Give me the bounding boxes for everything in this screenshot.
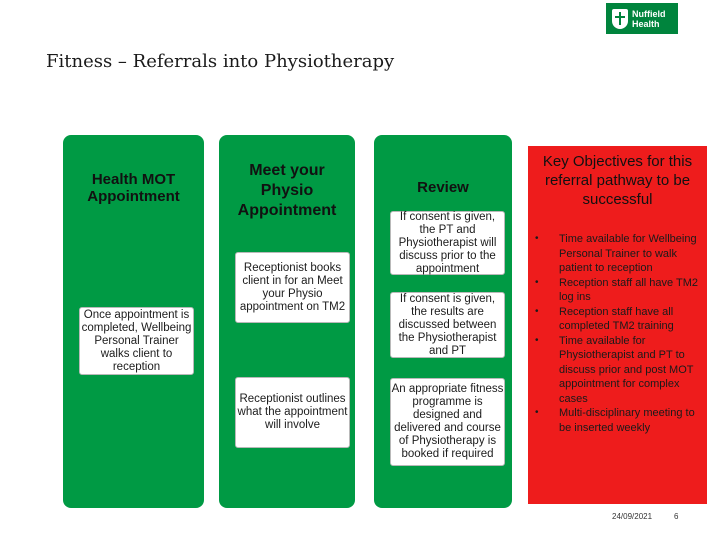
page-number: 6 xyxy=(674,512,679,521)
step-box: An appropriate fitness programme is designed and delivered and course of Physiotherapy is booked if required xyxy=(390,378,505,466)
bullet-icon: • xyxy=(535,305,539,317)
step-box: Receptionist books client in for an Meet your Physio appointment on TM2 xyxy=(235,252,350,323)
slide-title: Fitness – Referrals into Physiotherapy xyxy=(46,51,395,72)
column-heading: Meet your Physio Appointment xyxy=(237,162,337,219)
objective-text: Reception staff have all completed TM2 training xyxy=(559,305,674,332)
column-review xyxy=(374,135,512,508)
column-meet-physio xyxy=(219,135,355,508)
key-objectives-panel xyxy=(528,146,707,504)
objective-text: Multi-disciplinary meeting to be inserted weekly xyxy=(559,407,695,434)
column-heading: Health MOT Appointment xyxy=(87,171,180,205)
logo-line-2: Health xyxy=(632,18,660,29)
objective-item xyxy=(528,305,707,334)
logo-text xyxy=(632,9,666,29)
nuffield-health-logo xyxy=(606,3,678,34)
objective-text: Time available for Physiotherapist and PT to discuss prior and post MOT appointment for complex cases xyxy=(559,334,694,405)
objective-item xyxy=(528,232,707,276)
objective-text: Time available for Wellbeing Personal Trainer to walk patient to reception xyxy=(559,233,697,274)
objectives-title: Key Objectives for this referral pathway to be successful xyxy=(542,153,693,208)
objective-text: Reception staff all have TM2 log ins xyxy=(559,276,699,303)
logo-line-1: Nuffield xyxy=(632,8,666,19)
footer-date: 24/09/2021 xyxy=(612,512,653,521)
column-heading: Review xyxy=(417,179,469,196)
step-box: Once appointment is completed, Wellbeing Personal Trainer walks client to reception xyxy=(79,307,194,375)
step-box: If consent is given, the PT and Physiotherapist will discuss prior to the appointment xyxy=(390,211,505,275)
objectives-list xyxy=(528,232,707,435)
step-box: If consent is given, the results are discussed between the Physiotherapist and PT xyxy=(390,292,505,358)
objective-item xyxy=(528,406,707,435)
step-box: Receptionist outlines what the appointment will involve xyxy=(235,377,350,448)
column-health-mot xyxy=(63,135,204,508)
bullet-icon: • xyxy=(535,233,539,244)
objective-item xyxy=(528,334,707,407)
bullet-icon: • xyxy=(535,334,539,346)
objective-item xyxy=(528,276,707,305)
bullet-icon: • xyxy=(535,407,539,418)
cross-shield-icon xyxy=(612,9,628,29)
bullet-icon: • xyxy=(535,276,539,288)
